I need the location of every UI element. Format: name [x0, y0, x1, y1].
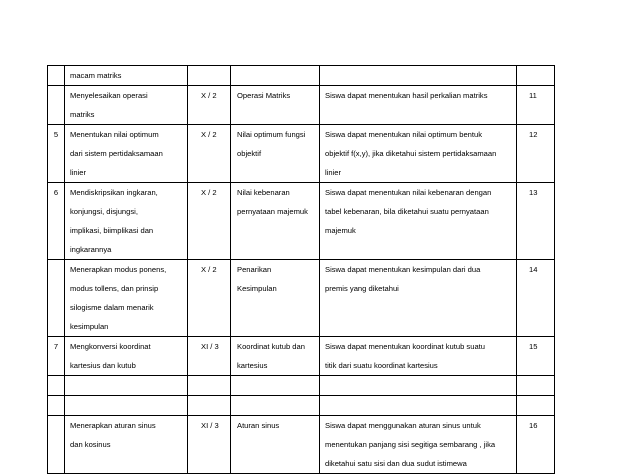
row-number-cell-line: [48, 376, 64, 395]
row-number-cell-line: [48, 435, 64, 454]
indikator-cell: [320, 416, 517, 474]
materi-cell-line: Nilai optimum fungsi: [237, 130, 306, 139]
indikator-cell-line: titik dari suatu koordinat kartesius: [325, 361, 438, 370]
materi-cell-line: pernyataan majemuk: [237, 207, 308, 216]
materi-cell: [231, 337, 320, 376]
indikator-cell-line: [325, 105, 516, 124]
nomor-soal-cell-line: [529, 435, 554, 454]
kompetensi-dasar-cell-line: kesimpulan: [70, 322, 109, 331]
table-row: [48, 125, 555, 183]
materi-cell-line: Operasi Matriks: [237, 91, 291, 100]
kompetensi-dasar-cell-line: Menentukan nilai optimum: [70, 130, 159, 139]
kelas-semester-cell-line: X / 2: [201, 91, 217, 100]
row-number-cell-line: [48, 66, 64, 85]
materi-cell-line: [237, 317, 319, 336]
kelas-semester-cell-line: XI / 3: [201, 342, 219, 351]
indikator-cell-line: menentukan panjang sisi segitiga sembarang , jika: [325, 440, 496, 449]
nomor-soal-cell: [517, 337, 555, 376]
row-number-cell-line: [48, 454, 64, 473]
indikator-cell-line: Siswa dapat menentukan nilai optimum bentuk: [325, 130, 483, 139]
indikator-cell: [320, 260, 517, 337]
table-row: [48, 86, 555, 125]
nomor-soal-cell-line: [529, 298, 554, 317]
kelas-semester-cell-line: [201, 376, 230, 395]
materi-cell: [231, 260, 320, 337]
kompetensi-dasar-cell-line: Mengkonversi koordinat: [70, 342, 151, 351]
row-number-cell-line: [48, 202, 64, 221]
row-number-cell: [48, 416, 65, 474]
nomor-soal-cell-line: [529, 221, 554, 240]
materi-cell: [231, 396, 320, 416]
row-number-cell-line: [48, 86, 64, 105]
materi-cell-line: [237, 298, 319, 317]
indikator-cell-line: tabel kebenaran, bila diketahui suatu pernyataan: [325, 207, 489, 216]
kompetensi-dasar-cell-line: dari sistem pertidaksamaan: [70, 149, 163, 158]
table-row: [48, 396, 555, 416]
indikator-cell-line: [325, 396, 516, 415]
kelas-semester-cell: [188, 66, 231, 86]
kompetensi-dasar-cell-line: Menerapkan modus ponens,: [70, 265, 167, 274]
kompetensi-dasar-cell-line: ingkarannya: [70, 245, 112, 254]
materi-cell-line: [237, 454, 319, 473]
nomor-soal-cell-line: [529, 279, 554, 298]
nomor-soal-cell-line: [529, 376, 554, 395]
kelas-semester-cell-line: [201, 317, 230, 336]
indikator-cell-line: Siswa dapat menentukan hasil perkalian matriks: [325, 91, 488, 100]
row-number-cell: [48, 86, 65, 125]
kelas-semester-cell-line: [201, 105, 230, 124]
kelas-semester-cell: [188, 86, 231, 125]
indikator-cell-line: premis yang diketahui: [325, 284, 399, 293]
row-number-cell: [48, 125, 65, 183]
kompetensi-dasar-cell-line: kartesius dan kutub: [70, 361, 136, 370]
indikator-cell-line: [325, 240, 516, 259]
kompetensi-dasar-cell-line: Menerapkan aturan sinus: [70, 421, 156, 430]
kelas-semester-cell: [188, 337, 231, 376]
indikator-cell: [320, 376, 517, 396]
kelas-semester-cell-line: [201, 202, 230, 221]
table-row: [48, 337, 555, 376]
kompetensi-dasar-cell-line: [70, 454, 187, 473]
materi-cell: [231, 125, 320, 183]
materi-cell-line: [237, 240, 319, 259]
nomor-soal-cell-line: [529, 240, 554, 259]
materi-cell-line: Aturan sinus: [237, 421, 280, 430]
kompetensi-dasar-cell-line: matriks: [70, 110, 95, 119]
kelas-semester-cell-line: [201, 240, 230, 259]
kelas-semester-cell-line: [201, 66, 230, 85]
materi-cell-line: Penarikan: [237, 265, 272, 274]
row-number-cell-line: 6: [53, 188, 59, 197]
row-number-cell-line: [48, 163, 64, 182]
kompetensi-dasar-cell-line: konjungsi, disjungsi,: [70, 207, 138, 216]
kompetensi-dasar-cell: [65, 416, 188, 474]
kelas-semester-cell: [188, 376, 231, 396]
kompetensi-dasar-cell-line: modus tollens, dan prinsip: [70, 284, 159, 293]
kompetensi-dasar-cell-line: implikasi, biimplikasi dan: [70, 226, 154, 235]
nomor-soal-cell-line: [529, 66, 554, 85]
kompetensi-dasar-cell-line: [70, 376, 187, 395]
kompetensi-dasar-cell-line: [70, 396, 187, 415]
indikator-cell: [320, 66, 517, 86]
nomor-soal-cell: [517, 183, 555, 260]
nomor-soal-cell-line: [529, 317, 554, 336]
row-number-cell-line: [48, 279, 64, 298]
materi-cell: [231, 183, 320, 260]
nomor-soal-cell-line: 14: [529, 265, 538, 274]
indikator-cell: [320, 125, 517, 183]
kelas-semester-cell-line: X / 2: [201, 130, 217, 139]
indikator-cell-line: [325, 376, 516, 395]
indikator-cell-line: [325, 317, 516, 336]
indikator-cell: [320, 337, 517, 376]
materi-cell-line: Nilai kebenaran: [237, 188, 290, 197]
kelas-semester-cell: [188, 125, 231, 183]
kelas-semester-cell: [188, 183, 231, 260]
indikator-cell-line: [325, 298, 516, 317]
kelas-semester-cell-line: [201, 279, 230, 298]
nomor-soal-cell: [517, 66, 555, 86]
table-row: [48, 416, 555, 474]
materi-cell: [231, 376, 320, 396]
row-number-cell: [48, 260, 65, 337]
table-body: [48, 66, 555, 474]
kelas-semester-cell-line: X / 2: [201, 265, 217, 274]
kelas-semester-cell-line: [201, 435, 230, 454]
row-number-cell-line: [48, 416, 64, 435]
kompetensi-dasar-cell: [65, 396, 188, 416]
indikator-cell-line: linier: [325, 168, 342, 177]
indikator-cell-line: Siswa dapat menggunakan aturan sinus untuk: [325, 421, 481, 430]
row-number-cell: [48, 396, 65, 416]
row-number-cell-line: [48, 317, 64, 336]
row-number-cell-line: [48, 240, 64, 259]
row-number-cell-line: [48, 356, 64, 375]
materi-cell: [231, 66, 320, 86]
nomor-soal-cell-line: [529, 163, 554, 182]
materi-cell-line: [237, 66, 319, 85]
materi-cell: [231, 416, 320, 474]
kelas-semester-cell: [188, 396, 231, 416]
kisi-kisi-table: [47, 65, 555, 474]
kelas-semester-cell-line: [201, 356, 230, 375]
kelas-semester-cell-line: X / 2: [201, 188, 217, 197]
kelas-semester-cell-line: [201, 163, 230, 182]
indikator-cell-line: Siswa dapat menentukan koordinat kutub suatu: [325, 342, 485, 351]
nomor-soal-cell-line: 15: [529, 342, 538, 351]
indikator-cell-line: Siswa dapat menentukan nilai kebenaran dengan: [325, 188, 492, 197]
row-number-cell: [48, 337, 65, 376]
row-number-cell-line: 7: [53, 342, 59, 351]
nomor-soal-cell-line: [529, 105, 554, 124]
row-number-cell-line: [48, 144, 64, 163]
kelas-semester-cell-line: [201, 454, 230, 473]
kelas-semester-cell-line: [201, 144, 230, 163]
kelas-semester-cell-line: [201, 298, 230, 317]
kompetensi-dasar-cell-line: silogisme dalam menarik: [70, 303, 154, 312]
nomor-soal-cell-line: [529, 396, 554, 415]
row-number-cell-line: [48, 221, 64, 240]
materi-cell: [231, 86, 320, 125]
row-number-cell: [48, 183, 65, 260]
indikator-cell-line: majemuk: [325, 226, 356, 235]
row-number-cell: [48, 376, 65, 396]
nomor-soal-cell: [517, 125, 555, 183]
nomor-soal-cell-line: 11: [529, 91, 537, 100]
table-row: [48, 66, 555, 86]
nomor-soal-cell-line: 13: [529, 188, 538, 197]
kompetensi-dasar-cell-line: Mendiskripsikan ingkaran,: [70, 188, 158, 197]
kelas-semester-cell: [188, 260, 231, 337]
table-row: [48, 183, 555, 260]
nomor-soal-cell-line: [529, 454, 554, 473]
nomor-soal-cell-line: [529, 202, 554, 221]
kompetensi-dasar-cell-line: dan kosinus: [70, 440, 111, 449]
kisi-kisi-table-container: [47, 65, 555, 474]
materi-cell-line: objektif: [237, 149, 262, 158]
kelas-semester-cell-line: XI / 3: [201, 421, 219, 430]
nomor-soal-cell: [517, 86, 555, 125]
indikator-cell-line: diketahui satu sisi dan dua sudut istimewa: [325, 459, 467, 468]
kompetensi-dasar-cell: [65, 125, 188, 183]
kelas-semester-cell-line: [201, 396, 230, 415]
materi-cell-line: [237, 435, 319, 454]
nomor-soal-cell: [517, 376, 555, 396]
row-number-cell-line: [48, 105, 64, 124]
materi-cell-line: [237, 396, 319, 415]
kompetensi-dasar-cell-line: linier: [70, 168, 87, 177]
row-number-cell-line: 5: [53, 130, 59, 139]
materi-cell-line: [237, 376, 319, 395]
row-number-cell-line: [48, 396, 64, 415]
indikator-cell: [320, 183, 517, 260]
row-number-cell-line: [48, 298, 64, 317]
materi-cell-line: kartesius: [237, 361, 268, 370]
row-number-cell-line: [48, 260, 64, 279]
indikator-cell: [320, 86, 517, 125]
nomor-soal-cell-line: [529, 356, 554, 375]
indikator-cell: [320, 396, 517, 416]
row-number-cell: [48, 66, 65, 86]
indikator-cell-line: Siswa dapat menentukan kesimpulan dari dua: [325, 265, 481, 274]
kompetensi-dasar-cell: [65, 376, 188, 396]
kelas-semester-cell-line: [201, 221, 230, 240]
table-row: [48, 376, 555, 396]
nomor-soal-cell-line: 12: [529, 130, 538, 139]
kompetensi-dasar-cell-line: Menyelesaikan operasi: [70, 91, 148, 100]
kompetensi-dasar-cell: [65, 260, 188, 337]
indikator-cell-line: [325, 66, 516, 85]
nomor-soal-cell: [517, 396, 555, 416]
materi-cell-line: Kesimpulan: [237, 284, 277, 293]
kompetensi-dasar-cell: [65, 183, 188, 260]
kelas-semester-cell: [188, 416, 231, 474]
kompetensi-dasar-cell-line: macam matriks: [70, 71, 122, 80]
table-row: [48, 260, 555, 337]
kompetensi-dasar-cell: [65, 337, 188, 376]
nomor-soal-cell: [517, 260, 555, 337]
kompetensi-dasar-cell: [65, 66, 188, 86]
materi-cell-line: [237, 105, 319, 124]
materi-cell-line: [237, 163, 319, 182]
nomor-soal-cell: [517, 416, 555, 474]
materi-cell-line: Koordinat kutub dan: [237, 342, 305, 351]
kompetensi-dasar-cell: [65, 86, 188, 125]
materi-cell-line: [237, 221, 319, 240]
indikator-cell-line: objektif f(x,y), jika diketahui sistem pertidaksamaan: [325, 149, 497, 158]
nomor-soal-cell-line: 16: [529, 421, 538, 430]
nomor-soal-cell-line: [529, 144, 554, 163]
